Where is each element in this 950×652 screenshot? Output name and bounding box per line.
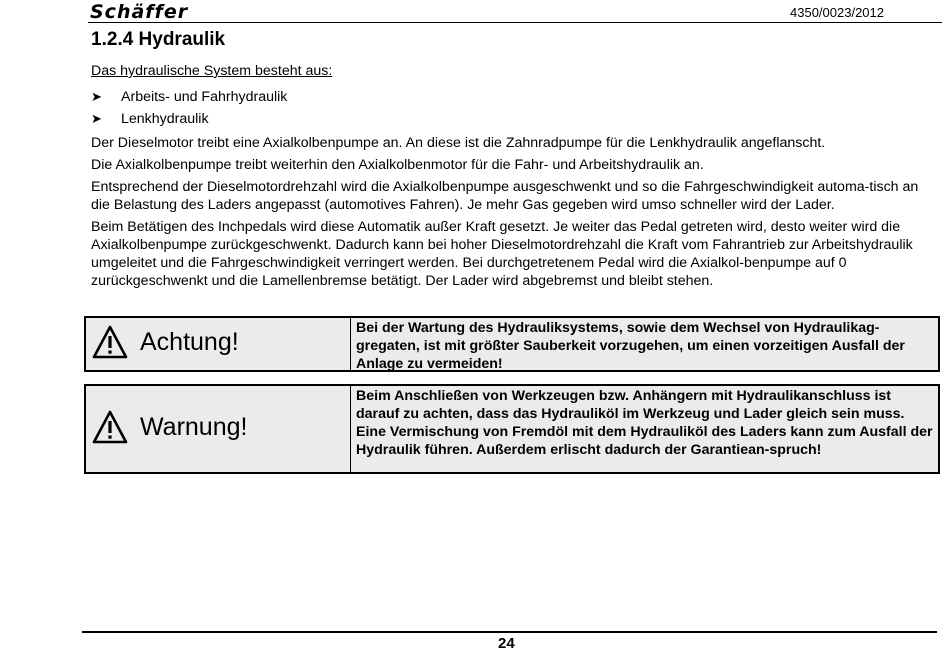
intro-text: Das hydraulische System besteht aus: (91, 63, 333, 79)
arrowhead-bullet-icon: ➤ (91, 111, 102, 126)
notice-text: Beim Anschließen von Werkzeugen bzw. Anhängern mit Hydraulikanschluss ist darauf zu achten, dass das Hydrauliköl im Werkzeug und Lader gleich sein muss. Eine Vermischung von Fremdöl mit dem Hydrauliköl des Laders kann zum Ausfall der Hydraulik führen. Außerdem erlischt dadurch der Garantiean-spruch! (356, 388, 933, 458)
component-list (91, 86, 936, 130)
footer-divider (82, 631, 937, 633)
brand-logo: Schäffer (90, 1, 189, 23)
section-body (91, 62, 936, 294)
paragraph: Entsprechend der Dieselmotordrehzahl wird die Axialkolbenpumpe ausgeschwenkt und so die Fahrgeschwindigkeit automa-tisch an die Belastung des Laders angepasst (automotives Fahren). Je mehr Gas gegeben wird umso schneller wird der Lader. (91, 179, 919, 213)
warning-triangle-icon (92, 410, 128, 444)
notice-text: Bei der Wartung des Hydrauliksystems, sowie dem Wechsel von Hydraulikag-gregaten, ist mit größter Sauberkeit vorzugehen, um einen vorzeitigen Ausfall der Anlage zu vermeiden! (356, 320, 905, 372)
notice-label: Achtung! (140, 328, 239, 356)
document-number: 4350/0023/2012 (790, 5, 884, 20)
page-header (88, 0, 942, 23)
list-item (91, 108, 936, 130)
page-number: 24 (498, 635, 515, 652)
section-title: 1.2.4 Hydraulik (91, 29, 226, 50)
paragraph: Die Axialkolbenpumpe treibt weiterhin den Axialkolbenmotor für die Fahr- und Arbeitshydraulik an. (91, 157, 704, 173)
list-item-label: Arbeits- und Fahrhydraulik (121, 89, 288, 105)
list-item (91, 86, 936, 108)
notice-label: Warnung! (140, 413, 248, 441)
caution-notice (84, 316, 940, 372)
paragraph: Der Dieselmotor treibt eine Axialkolbenpumpe an. An diese ist die Zahnradpumpe für die Lenkhydraulik angeflanscht. (91, 135, 826, 151)
warning-triangle-icon (92, 325, 128, 359)
arrowhead-bullet-icon: ➤ (91, 89, 102, 104)
notice-label-cell (86, 318, 351, 370)
notice-label-cell (86, 386, 351, 472)
paragraph: Beim Betätigen des Inchpedals wird diese Automatik außer Kraft gesetzt. Je weiter das Pedal getreten wird, desto weiter wird die Axialkolbenpumpe zurückgeschwenkt. Dadurch kann bei hoher Dieselmotordrehzahl die Kraft vom Fahrantrieb zur Arbeitshydraulik umgeleitet und die Fahrgeschwindigkeit verringert werden. Bei durchgetretenem Pedal wird die Axialkol-benpumpe auf 0 zurückgeschwenkt und die Lamellenbremse betätigt. Der Lader wird abgebremst und bleibt stehen. (91, 219, 913, 289)
list-item-label: Lenkhydraulik (121, 111, 209, 127)
warning-notice (84, 384, 940, 474)
